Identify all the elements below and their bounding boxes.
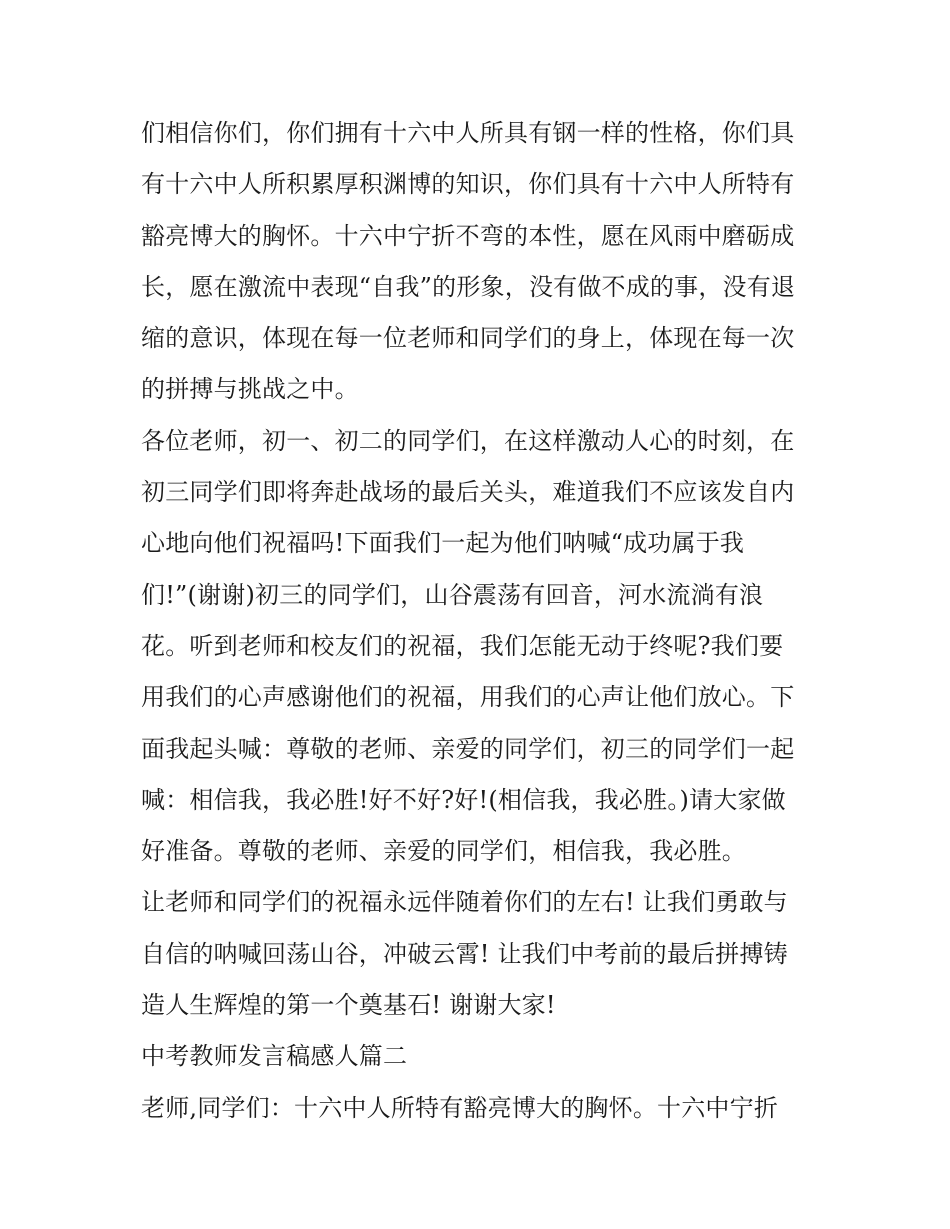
text-line-7: 各位老师，初一、初二的同学们，在这样激动人心的时刻，在 [141,426,795,455]
text-line-5: 缩的意识，体现在每一位老师和同学们的身上，体现在每一次 [141,324,795,353]
text-line-14: 喊：相信我，我必胜!好不好?好!(相信我，我必胜。)请大家做 [141,785,786,814]
text-line-10: 们!”(谢谢)初三的同学们，山谷震荡有回音，河水流淌有浪 [141,580,764,609]
text-line-13: 面我起头喊：尊敬的老师、亲爱的同学们，初三的同学们一起 [141,734,795,763]
text-line-9: 心地向他们祝福吗!下面我们一起为他们呐喊“成功属于我 [141,529,745,558]
text-line-6: 的拼搏与挑战之中。 [141,375,359,404]
text-line-16: 让老师和同学们的祝福永远伴随着你们的左右! 让我们勇敢与 [141,888,788,917]
section-heading: 中考教师发言稿感人篇二 [141,1042,408,1071]
text-line-8: 初三同学们即将奔赴战场的最后关头，难道我们不应该发自内 [141,478,795,507]
text-line-20: 老师,同学们：十六中人所特有豁亮博大的胸怀。十六中宁折 [141,1093,779,1122]
text-line-3: 豁亮博大的胸怀。十六中宁折不弯的本性，愿在风雨中磨砺成 [141,221,795,250]
text-line-11: 花。听到老师和校友们的祝福，我们怎能无动于终呢?我们要 [141,631,784,660]
text-line-17: 自信的呐喊回荡山谷，冲破云霄! 让我们中考前的最后拼搏铸 [141,939,788,968]
text-line-12: 用我们的心声感谢他们的祝福，用我们的心声让他们放心。下 [141,683,795,712]
document-body [141,108,821,1134]
text-line-15: 好准备。尊敬的老师、亲爱的同学们，相信我，我必胜。 [141,837,746,866]
text-line-2: 有十六中人所积累厚积渊博的知识，你们具有十六中人所特有 [141,170,795,199]
text-line-4: 长，愿在激流中表现“自我”的形象，没有做不成的事，没有退 [141,272,796,301]
text-line-1: 们相信你们，你们拥有十六中人所具有钢一样的性格，你们具 [141,119,795,147]
text-line-18: 造人生辉煌的第一个奠基石! 谢谢大家! [141,991,556,1020]
